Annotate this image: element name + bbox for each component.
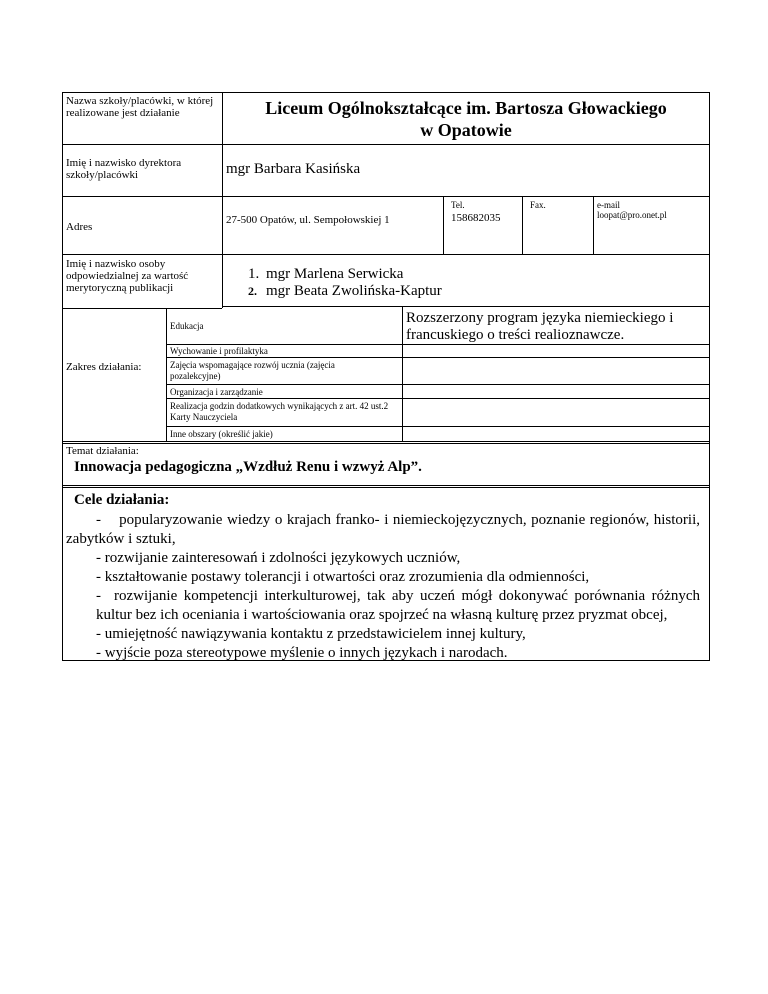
scope-row-name: Edukacja [170,321,204,331]
scope-row-name: Inne obszary (określić jakie) [170,429,273,439]
school-name [226,97,706,141]
goal-item: - kształtowanie postawy tolerancji i otwartości oraz zrozumienia dla odmienności, [96,569,590,585]
address-value: 27-500 Opatów, ul. Sempołowskiej 1 [226,214,390,226]
director-name: mgr Barbara Kasińska [226,161,361,177]
responsible-person-name: mgr Marlena Serwicka [266,266,404,282]
email-label: e-mail [597,200,620,210]
responsible-person-1 [248,266,442,283]
scope-row-name: Realizacja godzin dodatkowych wynikających z art. 42 ust.2 Karty Nauczyciela [170,401,389,422]
tel-label: Tel. [451,200,465,210]
goal-item: - wyjście poza stereotypowe myślenie o innych językach i narodach. [96,645,508,661]
address-label: Adres [66,221,93,233]
goal-item: - rozwijanie zainteresowań i zdolności językowych uczniów, [96,550,461,566]
scope-label: Zakres działania: [66,361,142,373]
goal-item: - rozwijanie kompetencji interkulturowej, tak aby uczeń mógł dokonywać porównania różnych kultur bez ich oceniania i wartościowania oraz spojrzeć na własną kulturę przez pryzmat obcej, [96,588,700,623]
school-label: Nazwa szkoły/placówki, w której realizowane jest działanie [66,95,214,119]
responsible-person-name: mgr Beata Zwolińska-Kaptur [266,283,442,299]
responsible-person-num: 1. [248,266,260,282]
school-name-line1: Liceum Ogólnokształcące im. Bartosza Głowackiego [265,98,667,118]
topic-label: Temat działania: [66,445,139,457]
scope-row-value: Rozszerzony program języka niemieckiego i francuskiego o treści realioznawcze. [406,310,674,343]
tel-value: 158682035 [451,212,501,224]
scope-row-name: Organizacja i zarządzanie [170,387,263,397]
scope-row-name: Zajęcia wspomagające rozwój ucznia (zajęcia pozalekcyjne) [170,360,335,381]
goal-item: - umiejętność nawiązywania kontaktu z przedstawicielem innej kultury, [96,626,526,642]
director-label: Imię i nazwisko dyrektora szkoły/placówki [66,157,182,181]
school-name-line2: w Opatowie [420,120,512,140]
goals-list [66,511,700,663]
fax-label: Fax. [530,200,546,210]
responsible-label: Imię i nazwisko osoby odpowiedzialnej za wartość merytoryczną publikacji [66,258,189,294]
topic-value: Innowacja pedagogiczna „Wzdłuż Renu i wzwyż Alp”. [74,459,422,475]
scope-row-name: Wychowanie i profilaktyka [170,346,268,356]
responsible-person-2 [248,283,442,300]
goal-item: - popularyzowanie wiedzy o krajach franko- i niemieckojęzycznych, poznanie regionów, historii, zabytków i sztuki, [66,512,701,547]
responsible-list [248,266,442,300]
email-value: loopat@pro.onet.pl [597,210,667,220]
goals-label: Cele działania: [74,492,170,508]
responsible-person-num: 2. [248,284,257,298]
